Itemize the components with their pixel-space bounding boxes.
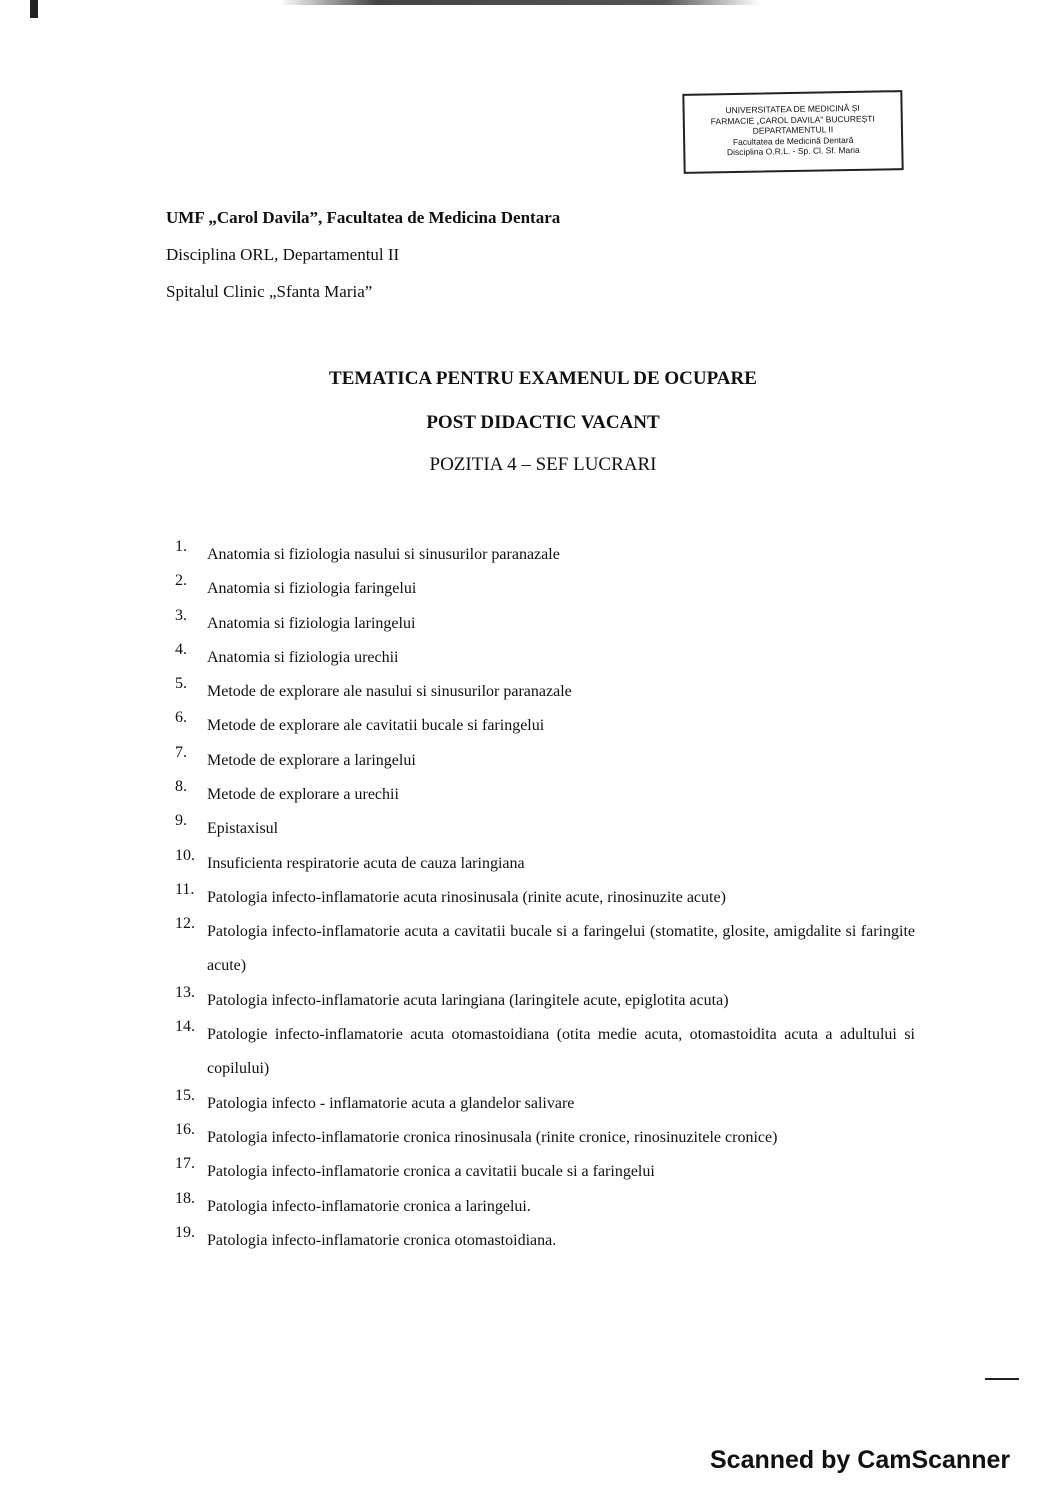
item-number: 9. [175, 812, 187, 830]
item-text: Patologia infecto-inflamatorie cronica a laringelui. [207, 1197, 531, 1215]
item-number: 7. [175, 743, 187, 761]
header-university: UMF „Carol Davila”, Facultatea de Medicina Dentara [166, 208, 561, 227]
list-item [175, 538, 915, 572]
doc-title: TEMATICA PENTRU EXAMENUL DE OCUPARE [329, 368, 757, 389]
item-number: 14. [175, 1018, 195, 1036]
item-number: 5. [175, 675, 187, 693]
list-item [175, 1018, 915, 1087]
item-text: Anatomia si fiziologia urechii [207, 648, 399, 666]
list-item [175, 847, 915, 881]
scanner-watermark: Scanned by CamScanner [710, 1446, 1011, 1474]
item-text: Anatomia si fiziologia nasului si sinusurilor paranazale [207, 546, 560, 563]
item-text: Metode de explorare ale cavitatii bucale si faringelui [207, 717, 545, 735]
doc-subtitle: POST DIDACTIC VACANT [426, 412, 660, 433]
item-number: 10. [175, 846, 195, 864]
item-text: Metode de explorare ale nasului si sinusurilor paranazale [207, 683, 572, 701]
item-text: Metode de explorare a laringelui [207, 751, 416, 769]
item-number: 6. [175, 709, 187, 727]
header-hospital: Spitalul Clinic „Sfanta Maria” [166, 282, 373, 301]
item-number: 3. [175, 606, 187, 624]
list-item [175, 881, 915, 915]
item-text: Patologia infecto-inflamatorie cronica a cavitatii bucale si a faringelui [207, 1163, 655, 1181]
topic-list [175, 538, 915, 1258]
list-item [175, 1087, 915, 1121]
stamp-line: DEPARTAMENTUL II [752, 124, 834, 136]
item-number: 19. [175, 1223, 195, 1241]
list-item [175, 709, 915, 743]
item-text: Patologie infecto-inflamatorie acuta otomastoidiana (otita medie acuta, otomastoidita acuta a adultului si copilului) [207, 1026, 915, 1078]
stamp-line: FARMACIE „CAROL DAVILA" BUCUREȘTI [710, 113, 875, 126]
scan-mark [985, 1378, 1019, 1380]
item-text: Patologia infecto - inflamatorie acuta a glandelor salivare [207, 1094, 575, 1112]
list-item [175, 984, 915, 1018]
item-text: Patologia infecto-inflamatorie cronica rinosinusala (rinite cronice, rinosinuzitele cronice) [207, 1129, 778, 1147]
item-number: 2. [175, 572, 187, 590]
item-number: 8. [175, 778, 187, 796]
list-item [175, 1155, 915, 1189]
item-number: 15. [175, 1086, 195, 1104]
list-item [175, 778, 915, 812]
item-text: Patologia infecto-inflamatorie cronica otomastoidiana. [207, 1231, 557, 1249]
item-text: Anatomia si fiziologia faringelui [207, 580, 417, 598]
list-item [175, 1190, 915, 1224]
list-item [175, 675, 915, 709]
scan-edge [280, 0, 760, 5]
list-item [175, 915, 915, 984]
item-number: 13. [175, 983, 195, 1001]
item-text: Anatomia si fiziologia laringelui [207, 614, 416, 632]
item-number: 11. [175, 880, 195, 898]
item-text: Patologia infecto-inflamatorie acuta laringiana (laringitele acute, epiglotita acuta) [207, 991, 729, 1009]
item-number: 4. [175, 640, 187, 658]
stamp-line: Disciplina O.R.L. - Sp. Cl. Sf. Maria [726, 144, 860, 158]
institution-stamp [682, 90, 903, 174]
header-discipline: Disciplina ORL, Departamentul II [166, 245, 400, 264]
item-text: Insuficienta respiratorie acuta de cauza laringiana [207, 854, 525, 872]
list-item [175, 572, 915, 606]
list-item [175, 641, 915, 675]
item-number: 12. [175, 915, 195, 933]
stamp-line: Facultatea de Medicină Dentară [732, 134, 854, 147]
list-item [175, 1224, 915, 1258]
item-number: 18. [175, 1189, 195, 1207]
item-text: Epistaxisul [207, 820, 279, 838]
scan-artifact [30, 0, 38, 18]
item-text: Patologia infecto-inflamatorie acuta a cavitatii bucale si a faringelui (stomatite, glosite, amigdalite si faringite acute) [207, 923, 915, 975]
item-number: 1. [175, 538, 187, 555]
stamp-line: UNIVERSITATEA DE MEDICINĂ ȘI [725, 102, 860, 116]
item-number: 16. [175, 1121, 195, 1139]
list-item [175, 607, 915, 641]
item-number: 17. [175, 1155, 195, 1173]
list-item [175, 812, 915, 846]
item-text: Metode de explorare a urechii [207, 786, 399, 804]
item-text: Patologia infecto-inflamatorie acuta rinosinusala (rinite acute, rinosinuzite acute) [207, 888, 726, 906]
list-item [175, 744, 915, 778]
doc-position: POZITIA 4 – SEF LUCRARI [429, 454, 657, 475]
list-item [175, 1121, 915, 1155]
